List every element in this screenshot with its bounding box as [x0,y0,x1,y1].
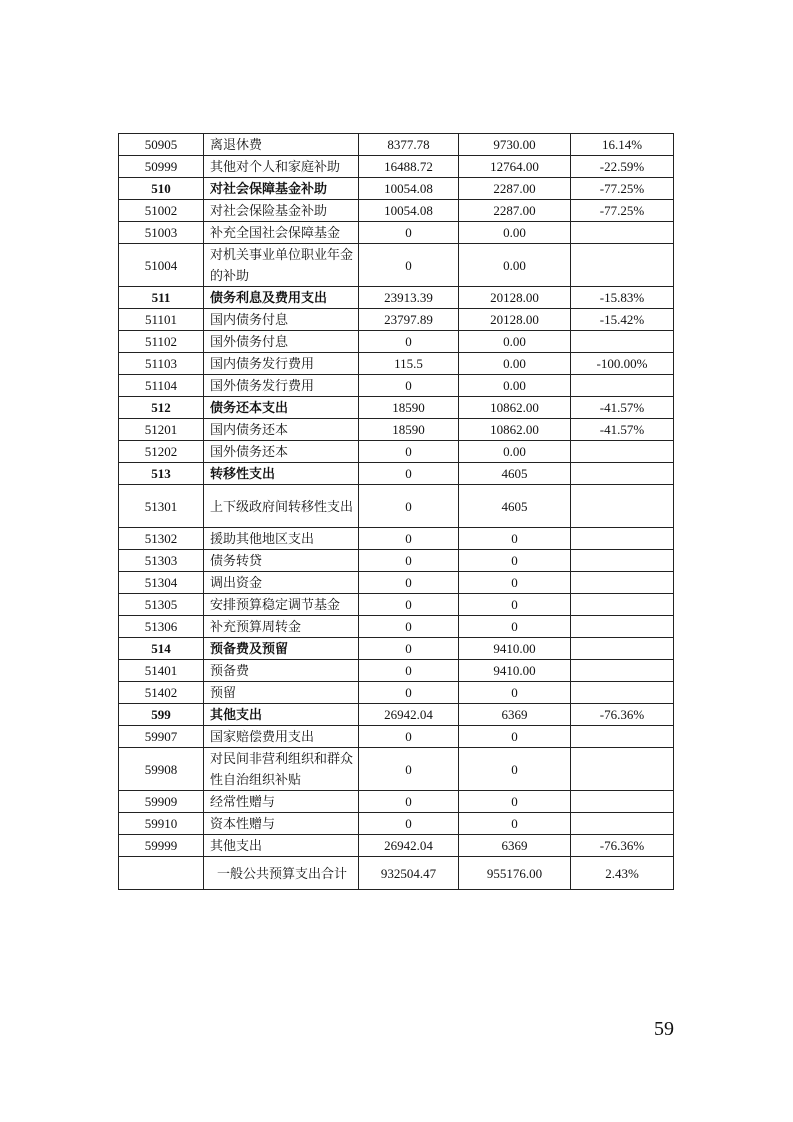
table-row [119,353,674,375]
current-year-cell: 0 [459,528,571,550]
prev-year-cell: 0 [359,222,459,244]
code-cell: 51102 [119,331,204,353]
prev-year-cell: 23797.89 [359,309,459,331]
current-year-cell: 9410.00 [459,638,571,660]
name-cell: 经常性赠与 [204,791,359,813]
change-cell [571,550,674,572]
change-cell [571,331,674,353]
current-year-cell: 2287.00 [459,200,571,222]
table-row [119,572,674,594]
code-cell: 51303 [119,550,204,572]
prev-year-cell: 0 [359,748,459,791]
name-cell: 预备费及预留 [204,638,359,660]
code-cell: 51104 [119,375,204,397]
code-cell: 513 [119,463,204,485]
current-year-cell: 9730.00 [459,134,571,156]
change-cell [571,616,674,638]
change-cell [571,441,674,463]
change-cell [571,791,674,813]
current-year-cell: 0.00 [459,331,571,353]
prev-year-cell: 0 [359,463,459,485]
table-row [119,748,674,791]
name-cell: 预留 [204,682,359,704]
table-row [119,244,674,287]
change-cell: -41.57% [571,397,674,419]
code-cell: 50999 [119,156,204,178]
code-cell: 51004 [119,244,204,287]
prev-year-cell: 10054.08 [359,178,459,200]
code-cell: 51301 [119,485,204,528]
code-cell: 514 [119,638,204,660]
current-year-cell: 0 [459,550,571,572]
change-cell [571,682,674,704]
table-row [119,375,674,397]
code-cell: 51003 [119,222,204,244]
name-cell: 债务利息及费用支出 [204,287,359,309]
table-row [119,682,674,704]
code-cell: 511 [119,287,204,309]
name-cell: 资本性赠与 [204,813,359,835]
code-cell: 59910 [119,813,204,835]
table-row [119,660,674,682]
table-row [119,156,674,178]
name-cell: 国家赔偿费用支出 [204,726,359,748]
code-cell: 51202 [119,441,204,463]
current-year-cell: 0.00 [459,244,571,287]
name-cell: 国外债务付息 [204,331,359,353]
prev-year-cell: 0 [359,331,459,353]
prev-year-cell: 8377.78 [359,134,459,156]
prev-year-cell: 0 [359,244,459,287]
prev-year-cell: 0 [359,441,459,463]
current-year-cell: 20128.00 [459,309,571,331]
name-cell: 对民间非营利组织和群众性自治组织补贴 [204,748,359,791]
table-row [119,331,674,353]
prev-year-cell: 0 [359,485,459,528]
page-number: 59 [654,1018,674,1040]
name-cell: 其他支出 [204,835,359,857]
table-row [119,791,674,813]
table-row [119,200,674,222]
change-cell [571,726,674,748]
current-year-cell: 10862.00 [459,397,571,419]
prev-year-cell: 0 [359,638,459,660]
change-cell [571,594,674,616]
prev-year-cell: 26942.04 [359,704,459,726]
change-cell: -15.83% [571,287,674,309]
code-cell: 51401 [119,660,204,682]
code-cell: 599 [119,704,204,726]
current-year-cell: 0 [459,791,571,813]
prev-year-cell: 0 [359,791,459,813]
code-cell: 51306 [119,616,204,638]
current-year-cell: 0.00 [459,222,571,244]
current-year-cell: 0.00 [459,441,571,463]
current-year-cell: 10862.00 [459,419,571,441]
prev-year-cell: 0 [359,682,459,704]
prev-year-cell: 16488.72 [359,156,459,178]
table-row [119,835,674,857]
code-cell: 51302 [119,528,204,550]
code-cell: 51305 [119,594,204,616]
table-row [119,813,674,835]
name-cell: 债务转贷 [204,550,359,572]
table-row [119,134,674,156]
code-cell: 59907 [119,726,204,748]
table-body [119,134,674,890]
code-cell: 512 [119,397,204,419]
current-year-cell: 4605 [459,463,571,485]
code-cell: 510 [119,178,204,200]
name-cell: 安排预算稳定调节基金 [204,594,359,616]
name-cell: 补充预算周转金 [204,616,359,638]
change-cell [571,485,674,528]
prev-year-cell: 18590 [359,419,459,441]
current-year-cell: 0 [459,726,571,748]
current-year-cell: 0 [459,682,571,704]
name-cell: 国外债务发行费用 [204,375,359,397]
change-cell: -15.42% [571,309,674,331]
table-row [119,441,674,463]
current-year-cell: 0 [459,748,571,791]
name-cell: 国内债务发行费用 [204,353,359,375]
prev-year-cell: 0 [359,813,459,835]
current-year-cell: 0 [459,572,571,594]
table-row [119,222,674,244]
name-cell: 对社会保险基金补助 [204,200,359,222]
table-row [119,594,674,616]
current-year-cell: 955176.00 [459,857,571,890]
table-row [119,485,674,528]
name-cell: 对社会保障基金补助 [204,178,359,200]
change-cell: -76.36% [571,704,674,726]
prev-year-cell: 0 [359,616,459,638]
prev-year-cell: 0 [359,375,459,397]
table-row [119,704,674,726]
change-cell [571,375,674,397]
name-cell: 对机关事业单位职业年金的补助 [204,244,359,287]
table-row [119,178,674,200]
change-cell: -77.25% [571,200,674,222]
code-cell: 51002 [119,200,204,222]
change-cell [571,222,674,244]
table-row [119,550,674,572]
name-cell: 预备费 [204,660,359,682]
current-year-cell: 6369 [459,704,571,726]
name-cell: 援助其他地区支出 [204,528,359,550]
code-cell: 59999 [119,835,204,857]
table-row [119,528,674,550]
change-cell [571,748,674,791]
change-cell: -77.25% [571,178,674,200]
code-cell: 51402 [119,682,204,704]
name-cell: 国外债务还本 [204,441,359,463]
current-year-cell: 0.00 [459,375,571,397]
change-cell [571,463,674,485]
name-cell: 其他支出 [204,704,359,726]
current-year-cell: 0 [459,616,571,638]
table-row [119,463,674,485]
change-cell: 2.43% [571,857,674,890]
prev-year-cell: 0 [359,528,459,550]
prev-year-cell: 0 [359,594,459,616]
code-cell: 51201 [119,419,204,441]
code-cell: 51304 [119,572,204,594]
prev-year-cell: 18590 [359,397,459,419]
current-year-cell: 12764.00 [459,156,571,178]
name-cell: 债务还本支出 [204,397,359,419]
name-cell: 调出资金 [204,572,359,594]
change-cell: -100.00% [571,353,674,375]
current-year-cell: 0 [459,594,571,616]
name-cell: 离退休费 [204,134,359,156]
name-cell: 其他对个人和家庭补助 [204,156,359,178]
code-cell: 51103 [119,353,204,375]
table-row [119,616,674,638]
budget-expenditure-table [118,133,674,890]
prev-year-cell: 0 [359,572,459,594]
prev-year-cell: 0 [359,550,459,572]
change-cell: -41.57% [571,419,674,441]
prev-year-cell: 932504.47 [359,857,459,890]
current-year-cell: 9410.00 [459,660,571,682]
table-row [119,309,674,331]
code-cell: 59909 [119,791,204,813]
current-year-cell: 0.00 [459,353,571,375]
code-cell: 50905 [119,134,204,156]
table-row [119,638,674,660]
name-cell: 上下级政府间转移性支出 [204,485,359,528]
table-row [119,419,674,441]
prev-year-cell: 23913.39 [359,287,459,309]
code-cell: 51101 [119,309,204,331]
change-cell [571,660,674,682]
name-cell: 国内债务还本 [204,419,359,441]
total-row [119,857,674,890]
change-cell [571,638,674,660]
change-cell [571,528,674,550]
current-year-cell: 20128.00 [459,287,571,309]
prev-year-cell: 0 [359,726,459,748]
name-cell: 转移性支出 [204,463,359,485]
code-cell [119,857,204,890]
current-year-cell: 4605 [459,485,571,528]
table-row [119,287,674,309]
prev-year-cell: 10054.08 [359,200,459,222]
current-year-cell: 0 [459,813,571,835]
change-cell: -22.59% [571,156,674,178]
change-cell: -76.36% [571,835,674,857]
name-cell: 一般公共预算支出合计 [204,857,359,890]
change-cell [571,572,674,594]
change-cell: 16.14% [571,134,674,156]
name-cell: 国内债务付息 [204,309,359,331]
table-row [119,397,674,419]
change-cell [571,244,674,287]
current-year-cell: 2287.00 [459,178,571,200]
prev-year-cell: 0 [359,660,459,682]
prev-year-cell: 115.5 [359,353,459,375]
code-cell: 59908 [119,748,204,791]
current-year-cell: 6369 [459,835,571,857]
name-cell: 补充全国社会保障基金 [204,222,359,244]
table-row [119,726,674,748]
prev-year-cell: 26942.04 [359,835,459,857]
change-cell [571,813,674,835]
